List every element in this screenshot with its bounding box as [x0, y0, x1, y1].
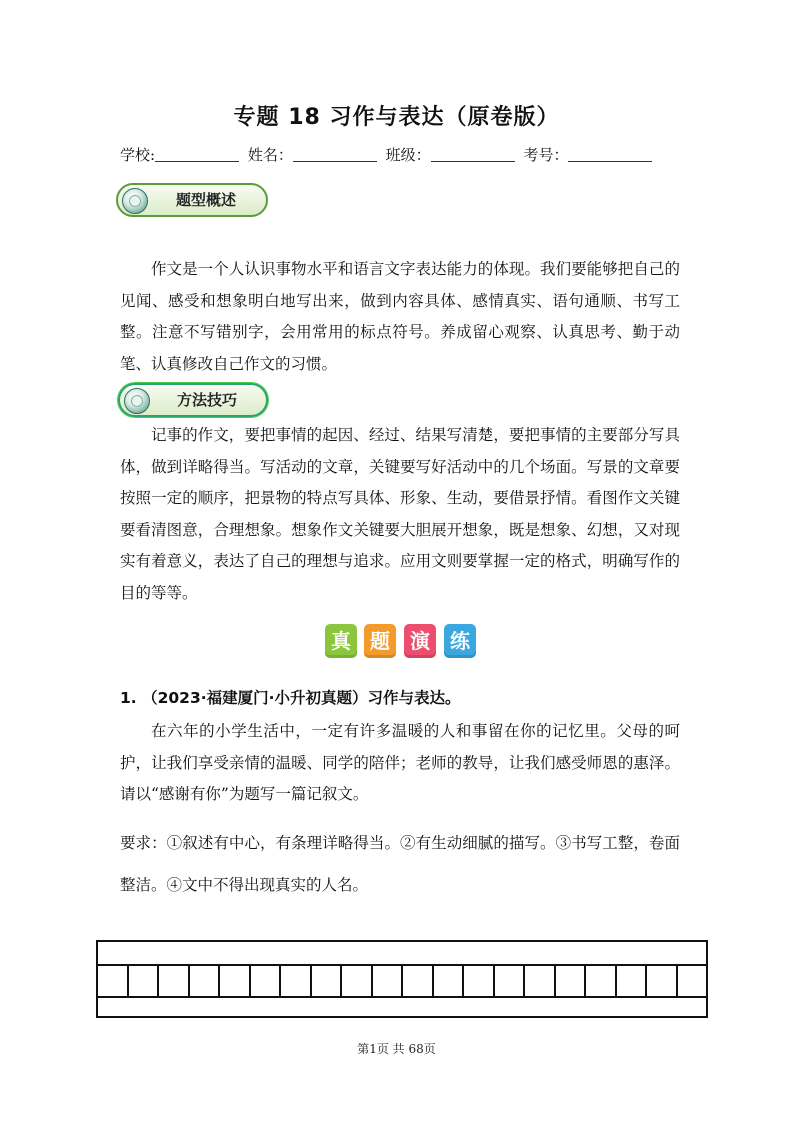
section-badge-label: 题型概述 [175, 191, 236, 209]
grid-cell[interactable] [617, 966, 648, 996]
grid-cell[interactable] [312, 966, 343, 996]
grid-cell[interactable] [647, 966, 678, 996]
grid-cell[interactable] [525, 966, 556, 996]
school-label: 学校: [120, 146, 156, 164]
page-footer: 第1页 共 68页 [357, 1042, 436, 1056]
question-heading [120, 686, 461, 708]
grid-cell[interactable] [159, 966, 190, 996]
section-badge-label: 方法技巧 [176, 391, 237, 409]
grid-cell[interactable] [586, 966, 617, 996]
question-body: 在六年的小学生活中，一定有许多温暖的人和事留在你的记忆里。父母的呵护，让我们享受亲情的温暖、同学的陪伴；老师的教导，让我们感受师恩的惠泽。请以“感谢有你”为题写一篇记叙文。 [120, 722, 680, 803]
name-blank[interactable] [293, 147, 377, 162]
banner-tile: 演 [404, 624, 436, 658]
student-info-line [120, 144, 656, 165]
grid-cell[interactable] [464, 966, 495, 996]
class-label: 班级： [385, 146, 431, 164]
id-label: 考号： [523, 146, 569, 164]
grid-cell[interactable] [98, 966, 129, 996]
overview-paragraph: 作文是一个人认识事物水平和语言文字表达能力的体现。我们要能够把自己的见闻、感受和想象明白地写出来，做到内容具体、感情真实、语句通顺、书写工整。注意不写错别字，会用常用的标点符号。养成留心观察、认真思考、勤于动笔、认真修改自己作文的习惯。 [120, 260, 680, 373]
grid-cell[interactable] [373, 966, 404, 996]
grid-row-bottom [98, 996, 706, 1018]
school-blank[interactable] [155, 147, 239, 162]
banner-tile: 真 [325, 624, 357, 658]
speech-bubble-icon [122, 188, 148, 214]
grid-row-top [98, 942, 706, 966]
methods-paragraph: 记事的作文，要把事情的起因、经过、结果写清楚，要把事情的主要部分写具体，做到详略得当。写活动的文章，关键要写好活动中的几个场面。写景的文章要按照一定的顺序，把景物的特点写具体、形象、生动，要借景抒情。看图作文关键要看清图意，合理想象。想象作文关键要大胆展开想象，既是想象、幻想，又对现实有着意义，表达了自己的理想与追求。应用文则要掌握一定的格式，明确写作的目的等等。 [120, 426, 680, 602]
name-label: 姓名： [247, 146, 293, 164]
grid-cell[interactable] [251, 966, 282, 996]
banner-tile: 练 [444, 624, 476, 658]
banner-tile: 题 [364, 624, 396, 658]
grid-cell[interactable] [495, 966, 526, 996]
page-title: 专题 18 习作与表达（原卷版） [233, 105, 560, 130]
grid-cell[interactable] [556, 966, 587, 996]
grid-cell-row[interactable] [98, 966, 706, 996]
question-number: 1. [120, 689, 137, 707]
grid-cell[interactable] [434, 966, 465, 996]
question-title: （2023·福建厦门·小升初真题）习作与表达。 [142, 689, 461, 707]
class-blank[interactable] [431, 147, 515, 162]
question-requirements: 要求：①叙述有中心，有条理详略得当。②有生动细腻的描写。③书写工整，卷面整洁。④文中不得出现真实的人名。 [120, 834, 680, 894]
writing-grid[interactable] [96, 940, 708, 1018]
grid-cell[interactable] [129, 966, 160, 996]
grid-cell[interactable] [342, 966, 373, 996]
grid-cell[interactable] [220, 966, 251, 996]
section-badge-methods [118, 383, 268, 417]
grid-cell[interactable] [281, 966, 312, 996]
grid-cell[interactable] [678, 966, 707, 996]
grid-cell[interactable] [403, 966, 434, 996]
speech-bubble-icon [124, 388, 150, 414]
id-blank[interactable] [568, 147, 652, 162]
grid-cell[interactable] [190, 966, 221, 996]
section-badge-overview [116, 183, 268, 217]
